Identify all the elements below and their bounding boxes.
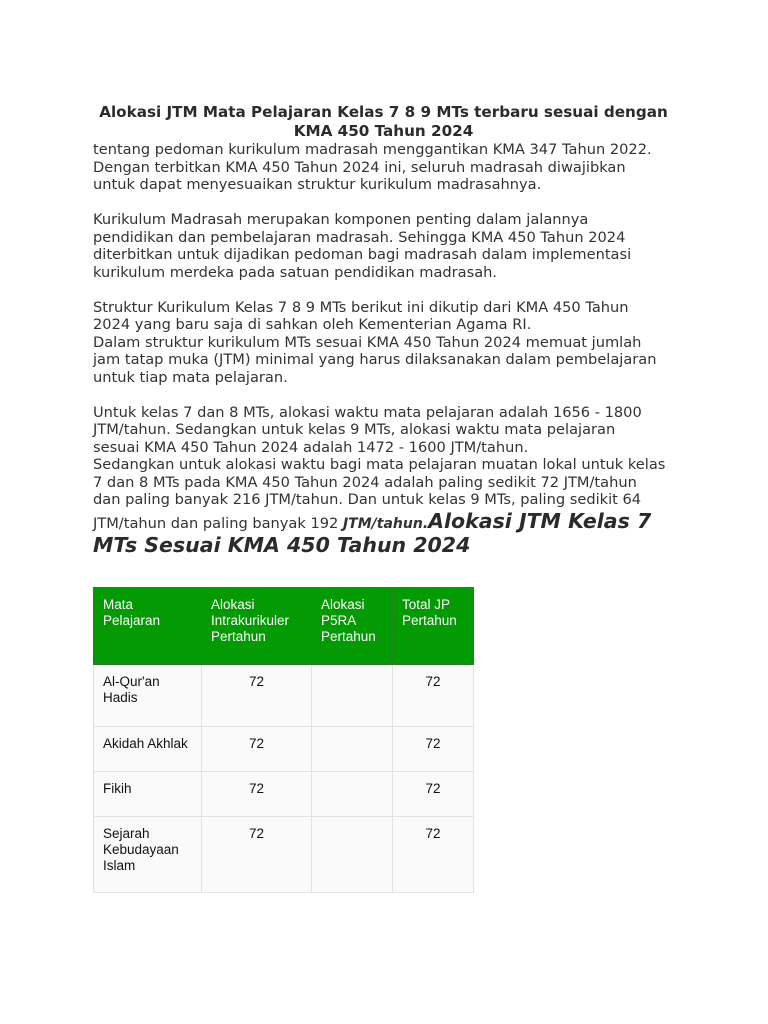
header-alokasi-intrakurikuler: Alokasi Intrakurikuler Pertahun xyxy=(202,588,312,665)
cell-total: 72 xyxy=(393,772,474,817)
paragraph-1 xyxy=(93,141,674,194)
paragraph-5 xyxy=(93,404,674,457)
cell-intrakurikuler: 72 xyxy=(202,727,312,772)
text-line: Sedangkan untuk alokasi waktu bagi mata pelajaran muatan lokal untuk kelas xyxy=(93,456,666,473)
text-line: 2024 yang baru saja di sahkan oleh Kementerian Agama RI. xyxy=(93,316,532,333)
cell-intrakurikuler: 72 xyxy=(202,665,312,727)
cell-subject: Fikih xyxy=(94,772,202,817)
cell-subject: Sejarah Kebudayaan Islam xyxy=(94,817,202,893)
header-total-jp: Total JP Pertahun xyxy=(393,588,474,665)
article-title: Alokasi JTM Mata Pelajaran Kelas 7 8 9 MTs terbaru sesuai dengan KMA 450 Tahun 2024 xyxy=(99,103,668,140)
text-line: Kurikulum Madrasah merupakan komponen penting dalam jalannya xyxy=(93,211,589,228)
paragraph-6 xyxy=(93,456,674,533)
text-line: Struktur Kurikulum Kelas 7 8 9 MTs berikut ini dikutip dari KMA 450 Tahun xyxy=(93,298,629,316)
cell-intrakurikuler: 72 xyxy=(202,772,312,817)
text-line: 7 dan 8 MTs pada KMA 450 Tahun 2024 adalah paling sedikit 72 JTM/tahun xyxy=(93,473,637,491)
cell-subject: Al-Qur'an Hadis xyxy=(94,665,202,727)
text-line: JTM/tahun. Sedangkan untuk kelas 9 MTs, alokasi waktu mata pelajaran xyxy=(93,421,616,438)
cell-total: 72 xyxy=(393,817,474,893)
text-line: Untuk kelas 7 dan 8 MTs, alokasi waktu mata pelajaran adalah 1656 - 1800 xyxy=(93,403,642,421)
jtm-allocation-table xyxy=(93,587,474,893)
text-line: untuk tiap mata pelajaran. xyxy=(93,368,288,386)
table-row xyxy=(94,727,474,772)
text-line: Dalam struktur kurikulum MTs sesuai KMA 450 Tahun 2024 memuat jumlah xyxy=(93,333,642,351)
table-row xyxy=(94,817,474,893)
text-line: untuk dapat menyesuaikan struktur kurikulum madrasahnya. xyxy=(93,176,542,193)
cell-subject: Akidah Akhlak xyxy=(94,727,202,772)
text-line: JTM/tahun dan paling banyak 192 xyxy=(93,514,343,532)
text-line: diterbitkan untuk dijadikan pedoman bagi madrasah dalam implementasi xyxy=(93,246,632,263)
cell-p5ra xyxy=(312,727,393,772)
article-body xyxy=(93,103,674,557)
text-line: kurikulum merdeka pada satuan pendidikan madrasah. xyxy=(93,263,498,281)
table-header-row xyxy=(94,588,474,665)
paragraph-3 xyxy=(93,299,674,334)
cell-total: 72 xyxy=(393,727,474,772)
text-line: dan paling banyak 216 JTM/tahun. Dan untuk kelas 9 MTs, paling sedikit 64 xyxy=(93,491,642,508)
section-heading-part1: Alokasi JTM Kelas 7 xyxy=(428,508,652,533)
text-line: sesuai KMA 450 Tahun 2024 adalah 1472 - 1600 JTM/tahun. xyxy=(93,438,529,456)
text-line: pendidikan dan pembelajaran madrasah. Sehingga KMA 450 Tahun 2024 xyxy=(93,228,626,246)
table-row xyxy=(94,772,474,817)
cell-p5ra xyxy=(312,772,393,817)
text-line: Dengan terbitkan KMA 450 Tahun 2024 ini, seluruh madrasah diwajibkan xyxy=(93,158,626,176)
cell-intrakurikuler: 72 xyxy=(202,817,312,893)
jtm-table-container xyxy=(93,587,474,893)
cell-p5ra xyxy=(312,665,393,727)
cell-p5ra xyxy=(312,817,393,893)
inline-emphasis: JTM/tahun. xyxy=(342,515,429,532)
paragraph-4 xyxy=(93,334,674,387)
paragraph-2 xyxy=(93,211,674,281)
text-line: jam tatap muka (JTM) minimal yang harus dilaksanakan dalam pembelajaran xyxy=(93,351,657,368)
table-row xyxy=(94,665,474,727)
cell-total: 72 xyxy=(393,665,474,727)
text-line: tentang pedoman kurikulum madrasah menggantikan KMA 347 Tahun 2022. xyxy=(93,141,652,158)
header-alokasi-p5ra: Alokasi P5RA Pertahun xyxy=(312,588,393,665)
section-heading-part2: MTs Sesuai KMA 450 Tahun 2024 xyxy=(93,533,471,557)
header-mata-pelajaran: Mata Pelajaran xyxy=(94,588,202,665)
